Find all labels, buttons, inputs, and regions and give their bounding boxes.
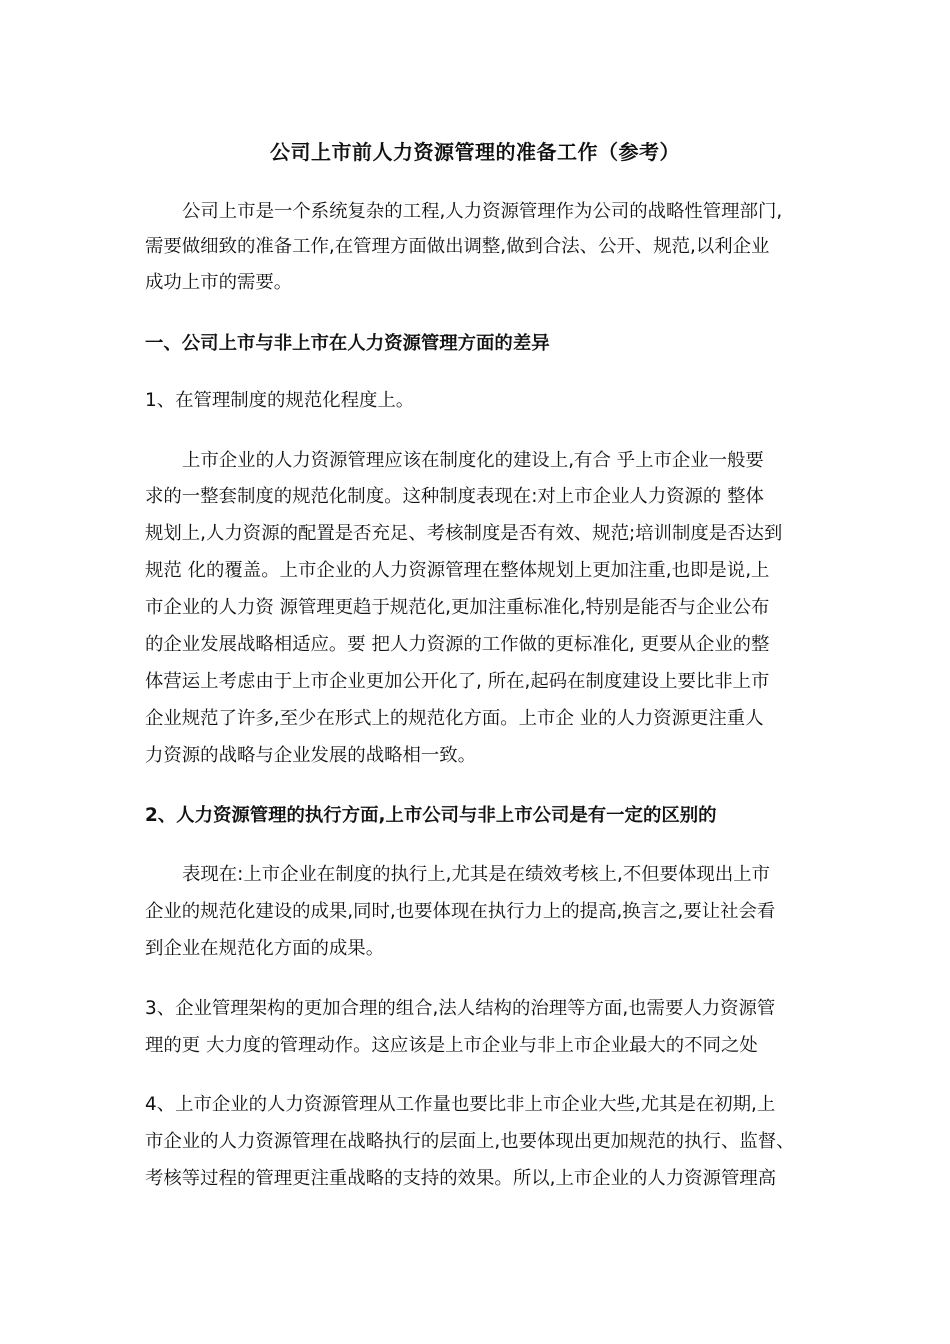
intro-line-1: 公司上市是一个系统复杂的工程,人力资源管理作为公司的战略性管理部门,: [182, 201, 783, 222]
item-2-line-1: 表现在:上市企业在制度的执行上,尤其是在绩效考核上,不但要体现出上市: [182, 864, 770, 885]
document-title: 公司上市前人力资源管理的准备工作（参考）: [270, 140, 680, 164]
item-1-line-4: 规范 化的覆盖。上市企业的人力资源管理在整体规划上更加注重,也即是说,上: [145, 560, 770, 581]
item-1-heading: 1、在管理制度的规范化程度上。: [145, 390, 415, 411]
item-3-line-2: 理的更 大力度的管理动作。这应该是上市企业与非上市企业最大的不同之处: [145, 1035, 758, 1056]
item-1-line-6: 的企业发展战略相适应。要 把人力资源的工作做的更标准化, 更要从企业的整: [145, 634, 770, 655]
item-1-line-8: 企业规范了许多,至少在形式上的规范化方面。上市企 业的人力资源更注重人: [145, 708, 764, 729]
item-4-line-2: 市企业的人力资源管理在战略执行的层面上,也要体现出更加规范的执行、监督、: [145, 1131, 795, 1152]
section-1-heading: 一、公司上市与非上市在人力资源管理方面的差异: [145, 333, 550, 354]
item-1-line-5: 市企业的人力资 源管理更趋于规范化,更加注重标准化,特别是能否与企业公布: [145, 597, 770, 618]
item-2-line-3: 到企业在规范化方面的成果。: [145, 938, 385, 959]
item-1-line-7: 体营运上考虑由于上市企业更加公开化了, 所在,起码在制度建设上要比非上市: [145, 671, 770, 692]
intro-line-3: 成功上市的需要。: [145, 272, 293, 293]
item-2-heading: 2、人力资源管理的执行方面,上市公司与非上市公司是有一定的区别的: [145, 805, 717, 826]
item-2-line-2: 企业的规范化建设的成果,同时,也要体现在执行力上的提高,换言之,要让社会看: [145, 901, 776, 922]
item-4-line-1: 4、上市企业的人力资源管理从工作量也要比非上市企业大些,尤其是在初期,上: [145, 1094, 776, 1115]
intro-line-2: 需要做细致的准备工作,在管理方面做出调整,做到合法、公开、规范,以利企业: [145, 236, 770, 257]
item-1-line-3: 规划上,人力资源的配置是否充足、考核制度是否有效、规范;培训制度是否达到: [145, 523, 783, 544]
item-1-line-2: 求的一整套制度的规范化制度。这种制度表现在:对上市企业人力资源的 整体: [145, 486, 764, 507]
item-4-line-3: 考核等过程的管理更注重战略的支持的效果。所以,上市企业的人力资源管理高: [145, 1168, 777, 1189]
item-3-line-1: 3、企业管理架构的更加合理的组合,法人结构的治理等方面,也需要人力资源管: [145, 998, 776, 1019]
item-1-line-9: 力资源的战略与企业发展的战略相一致。: [145, 745, 477, 766]
item-1-line-1: 上市企业的人力资源管理应该在制度化的建设上,有合 乎上市企业一般要: [182, 450, 764, 471]
